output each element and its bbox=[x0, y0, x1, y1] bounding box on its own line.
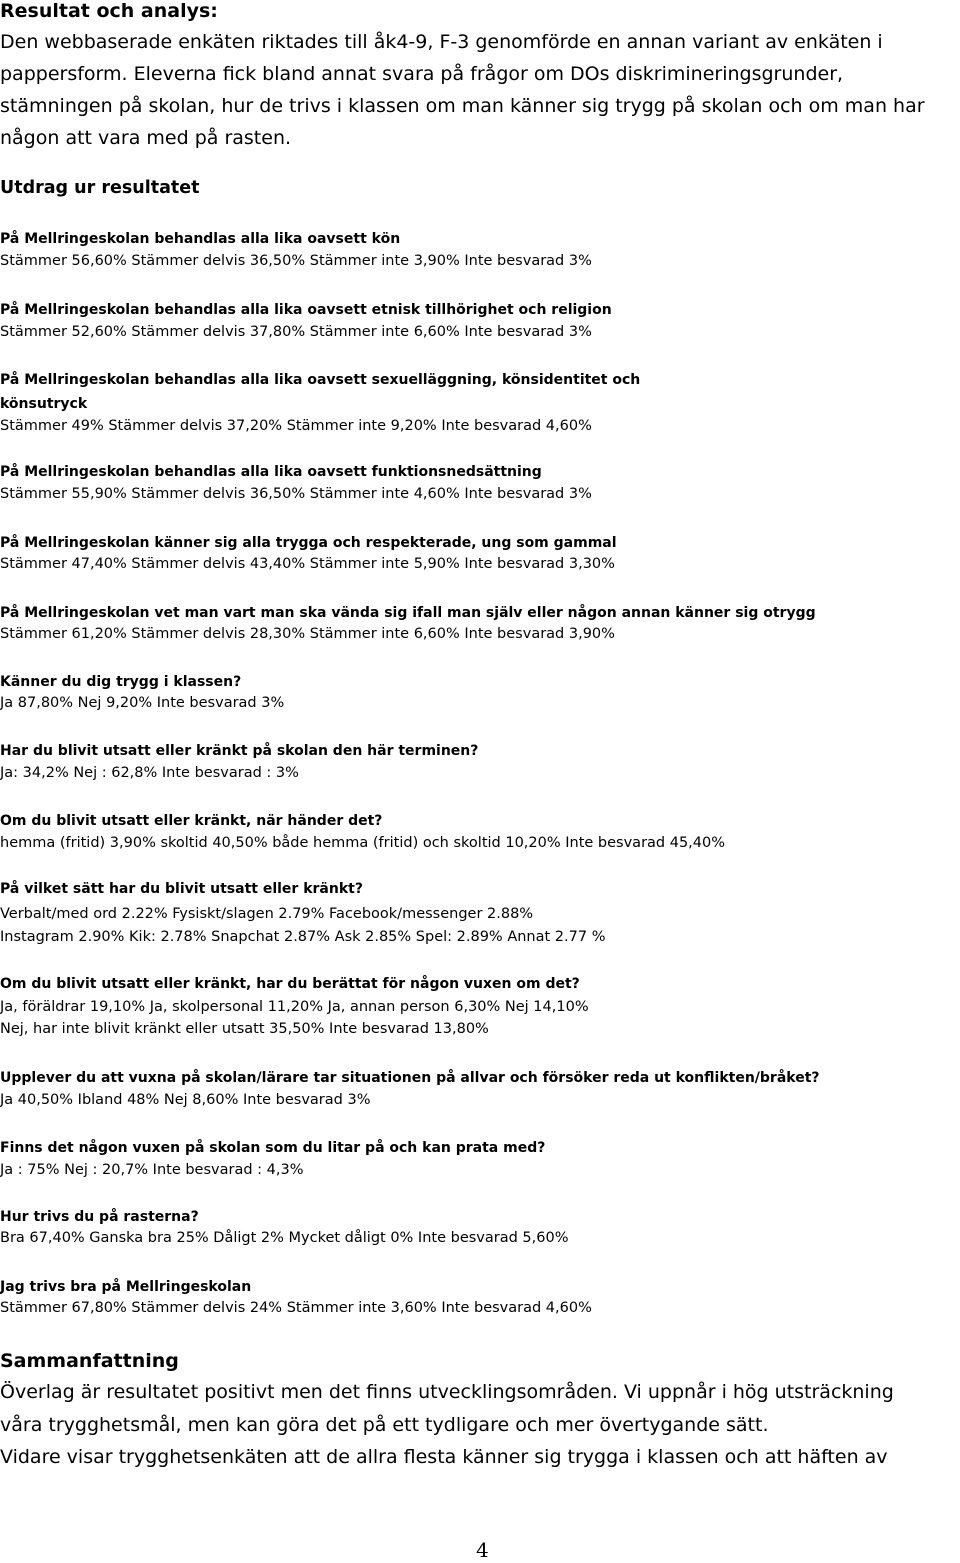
summary-line: Överlag är resultatet positivt men det finns utvecklingsområden. Vi uppnår i hög utsträckning bbox=[0, 1381, 894, 1403]
page-number: 4 bbox=[476, 1538, 489, 1562]
answer: Stämmer 52,60% Stämmer delvis 37,80% Stämmer inte 6,60% Inte besvarad 3% bbox=[0, 324, 592, 340]
summary-heading: Sammanfattning bbox=[0, 1350, 179, 1372]
answer-continued: Nej, har inte blivit kränkt eller utsatt 35,50% Inte besvarad 13,80% bbox=[0, 1021, 489, 1037]
question: På Mellringeskolan känner sig alla trygga och respekterade, ung som gammal bbox=[0, 535, 617, 551]
answer: Stämmer 49% Stämmer delvis 37,20% Stämmer inte 9,20% Inte besvarad 4,60% bbox=[0, 418, 592, 434]
answer: Stämmer 61,20% Stämmer delvis 28,30% Stämmer inte 6,60% Inte besvarad 3,90% bbox=[0, 626, 615, 642]
question: Om du blivit utsatt eller kränkt, har du berättat för någon vuxen om det? bbox=[0, 976, 580, 992]
summary-line: våra trygghetsmål, men kan göra det på ett tydligare och mer övertygande sätt. bbox=[0, 1414, 769, 1436]
answer: Ja 40,50% Ibland 48% Nej 8,60% Inte besvarad 3% bbox=[0, 1092, 371, 1108]
question: Känner du dig trygg i klassen? bbox=[0, 674, 242, 690]
summary-line: Vidare visar trygghetsenkäten att de allra flesta känner sig trygga i klassen och att häften av bbox=[0, 1446, 888, 1468]
question: På Mellringeskolan behandlas alla lika oavsett sexuelläggning, könsidentitet och bbox=[0, 372, 641, 388]
question: Jag trivs bra på Mellringeskolan bbox=[0, 1279, 252, 1295]
answer: Stämmer 55,90% Stämmer delvis 36,50% Stämmer inte 4,60% Inte besvarad 3% bbox=[0, 486, 592, 502]
answer: hemma (fritid) 3,90% skoltid 40,50% både hemma (fritid) och skoltid 10,20% Inte besvarad 45,40% bbox=[0, 835, 726, 851]
question: På Mellringeskolan behandlas alla lika oavsett kön bbox=[0, 231, 401, 247]
answer: Ja 87,80% Nej 9,20% Inte besvarad 3% bbox=[0, 695, 285, 711]
section-heading: Resultat och analys: bbox=[0, 0, 218, 22]
answer: Stämmer 56,60% Stämmer delvis 36,50% Stämmer inte 3,90% Inte besvarad 3% bbox=[0, 253, 592, 269]
question: Om du blivit utsatt eller kränkt, när händer det? bbox=[0, 813, 383, 829]
question: Upplever du att vuxna på skolan/lärare tar situationen på allvar och försöker reda ut konflikten/bråket? bbox=[0, 1070, 820, 1086]
question: På Mellringeskolan vet man vart man ska vända sig ifall man själv eller någon annan känner sig otrygg bbox=[0, 605, 816, 621]
question: På vilket sätt har du blivit utsatt eller kränkt? bbox=[0, 881, 363, 897]
intro-paragraph: Den webbaserade enkäten riktades till åk4-9, F-3 genomförde en annan variant av enkäten i pappersform. Eleverna fick bland annat svara på frågor om DOs diskrimineringsgrunder, stämningen på skolan, hur de trivs i klassen om man känner sig trygg på skolan och om man har någon att vara med på rasten. bbox=[0, 31, 925, 149]
answer: Ja, föräldrar 19,10% Ja, skolpersonal 11,20% Ja, annan person 6,30% Nej 14,10% bbox=[0, 999, 589, 1015]
question: Har du blivit utsatt eller kränkt på skolan den här terminen? bbox=[0, 743, 479, 759]
question: Finns det någon vuxen på skolan som du litar på och kan prata med? bbox=[0, 1140, 546, 1156]
excerpt-heading: Utdrag ur resultatet bbox=[0, 178, 200, 198]
answer: Ja: 34,2% Nej : 62,8% Inte besvarad : 3% bbox=[0, 765, 299, 781]
question: Hur trivs du på rasterna? bbox=[0, 1209, 199, 1225]
answer: Ja : 75% Nej : 20,7% Inte besvarad : 4,3% bbox=[0, 1162, 304, 1178]
question: På Mellringeskolan behandlas alla lika oavsett etnisk tillhörighet och religion bbox=[0, 302, 612, 318]
answer-continued: Instagram 2.90% Kik: 2.78% Snapchat 2.87% Ask 2.85% Spel: 2.89% Annat 2.77 % bbox=[0, 929, 606, 945]
question-continued: könsutryck bbox=[0, 396, 88, 412]
answer: Stämmer 67,80% Stämmer delvis 24% Stämmer inte 3,60% Inte besvarad 4,60% bbox=[0, 1300, 592, 1316]
answer: Stämmer 47,40% Stämmer delvis 43,40% Stämmer inte 5,90% Inte besvarad 3,30% bbox=[0, 556, 615, 572]
question: På Mellringeskolan behandlas alla lika oavsett funktionsnedsättning bbox=[0, 464, 542, 480]
answer: Bra 67,40% Ganska bra 25% Dåligt 2% Mycket dåligt 0% Inte besvarad 5,60% bbox=[0, 1230, 569, 1246]
answer: Verbalt/med ord 2.22% Fysiskt/slagen 2.79% Facebook/messenger 2.88% bbox=[0, 906, 534, 922]
